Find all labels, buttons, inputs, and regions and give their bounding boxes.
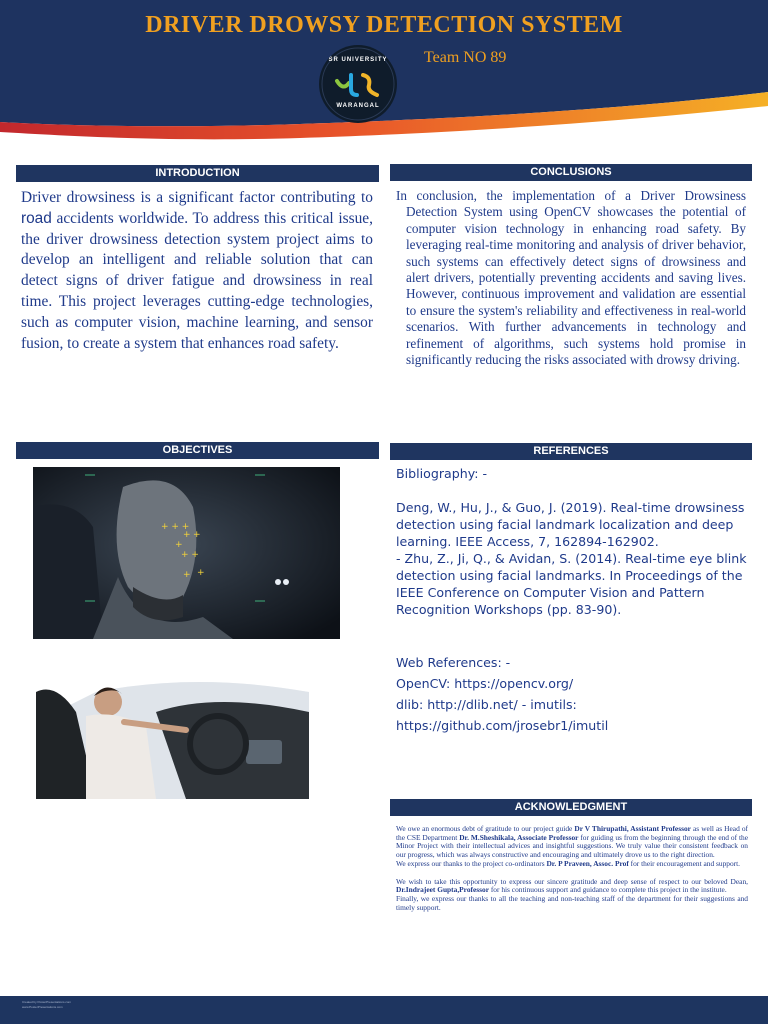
poster-header bbox=[0, 0, 768, 150]
svg-text:+: + bbox=[183, 530, 191, 540]
svg-text:+ + +: + + + bbox=[161, 522, 190, 532]
web-reference-link[interactable]: OpenCV: https://opencv.org/ bbox=[396, 676, 574, 691]
introduction-text bbox=[21, 188, 373, 354]
svg-text:+ +: + + bbox=[181, 550, 199, 560]
conclusions-text: In conclusion, the implementation of a Driver Drowsiness Detection System using OpenCV showcases the potential of computer vision technology in enhancing road safety. By leveraging real-time monitoring and analysis of driver behavior, such systems can effectively detect signs of drowsiness and alert drivers, potentially preventing accidents and saving lives. However, continuous improvement and validation are essential to ensure the system's reliability and effectiveness in real-world scenarios. With further advancements in technology and refinement of algorithms, such systems hold promise in significantly reducing the risks associated with drowsy driving. bbox=[396, 188, 746, 368]
logo-bottom-text: WARANGAL bbox=[336, 103, 380, 109]
driver-face-detection-image bbox=[33, 467, 340, 639]
introduction-heading: INTRODUCTION bbox=[16, 165, 379, 182]
web-reference-link[interactable]: dlib: http://dlib.net/ - imutils: bbox=[396, 697, 577, 712]
conclusions-heading: CONCLUSIONS bbox=[390, 164, 752, 181]
references-heading: REFERENCES bbox=[390, 443, 752, 460]
ack-guide-name: Dr V Thirupathi, Assistant Professor bbox=[574, 824, 691, 833]
reference-item: - Zhu, Z., Ji, Q., & Avidan, S. (2014). Real-time eye blink detection using facial landmarks. In Proceedings of the IEEE Conference on Computer Vision and Pattern Recognition Workshops (pp. 83-90). bbox=[396, 551, 747, 617]
ack-text: We owe an enormous debt of gratitude to our project guide bbox=[396, 824, 575, 833]
intro-text-part2: accidents worldwide. To address this critical issue, the driver drowsiness detection system project aims to develop an intelligent and reliable solution that can detect signs of driver fatigue and drowsiness in real time. This project leverages cutting-edge technologies, such as computer vision, machine learning, and sensor fusion, to create a system that enhances road safety. bbox=[21, 209, 373, 352]
ack-text: We express our thanks to the project co-ordinators bbox=[396, 858, 547, 868]
ack-paragraph bbox=[396, 878, 748, 895]
web-references-label: Web References: - bbox=[396, 655, 511, 670]
svg-text:+: + bbox=[197, 568, 205, 578]
footer-credit: www.PosterPresentations.com bbox=[22, 1005, 63, 1009]
references-list bbox=[396, 465, 756, 736]
ack-text: for his continuous support and guidance to complete this project in the institute. bbox=[489, 885, 727, 895]
logo-top-text: SR UNIVERSITY bbox=[328, 57, 388, 63]
acknowledgment-heading: ACKNOWLEDGMENT bbox=[390, 799, 752, 816]
poster-footer bbox=[0, 996, 768, 1024]
ack-text: for guiding us from the beginning through the end of the Minor Project with their intellectual advices and insightful suggestions. We truly value their consistent feedback on our progress, which was always constructive and encouraging and ultimately drove us to the right direction. bbox=[396, 832, 748, 860]
ack-hod-name: Dr. M.Sheshikala, Associate Professor bbox=[459, 832, 579, 842]
yawning-driver-image bbox=[36, 652, 309, 799]
ack-coordinator-name: Dr. P Praveen, Assoc. Prof bbox=[546, 858, 629, 868]
ack-text: for their encouragement and support. bbox=[628, 858, 741, 868]
intro-text-part1: Driver drowsiness is a significant factor contributing to bbox=[21, 189, 373, 206]
ack-paragraph bbox=[396, 825, 748, 860]
svg-text:+: + bbox=[193, 530, 201, 540]
ack-paragraph: Finally, we express our thanks to all the teaching and non-teaching staff of the department for their suggestions and timely support. bbox=[396, 893, 748, 912]
reference-item: Deng, W., Hu, J., & Guo, J. (2019). Real-time drowsiness detection using facial landmark localization and deep learning. IEEE Access, 7, 162894-162902. bbox=[396, 500, 745, 549]
ack-text: as well as Head of the CSE Department bbox=[396, 824, 748, 842]
ack-dean-name: Dr.Indrajeet Gupta,Professor bbox=[396, 885, 489, 895]
svg-text:+: + bbox=[183, 570, 191, 580]
spacer bbox=[396, 482, 756, 499]
intro-text-road: road bbox=[21, 209, 52, 227]
ack-text: We wish to take this opportunity to express our sincere gratitude and deep sense of respect to our beloved Dean, bbox=[396, 876, 748, 886]
team-number: Team NO 89 bbox=[424, 49, 507, 66]
svg-text:+: + bbox=[175, 540, 183, 550]
university-logo bbox=[319, 45, 397, 123]
ack-paragraph bbox=[396, 860, 748, 869]
footer-credit: Created by PosterPresentations.com bbox=[22, 1000, 72, 1004]
poster-title: DRIVER DROWSY DETECTION SYSTEM bbox=[145, 12, 623, 38]
bibliography-label: Bibliography: - bbox=[396, 466, 488, 481]
web-reference-link[interactable]: https://github.com/jrosebr1/imutil bbox=[396, 718, 609, 733]
objectives-heading: OBJECTIVES bbox=[16, 442, 379, 459]
acknowledgment-text bbox=[396, 825, 748, 912]
spacer bbox=[396, 618, 756, 652]
